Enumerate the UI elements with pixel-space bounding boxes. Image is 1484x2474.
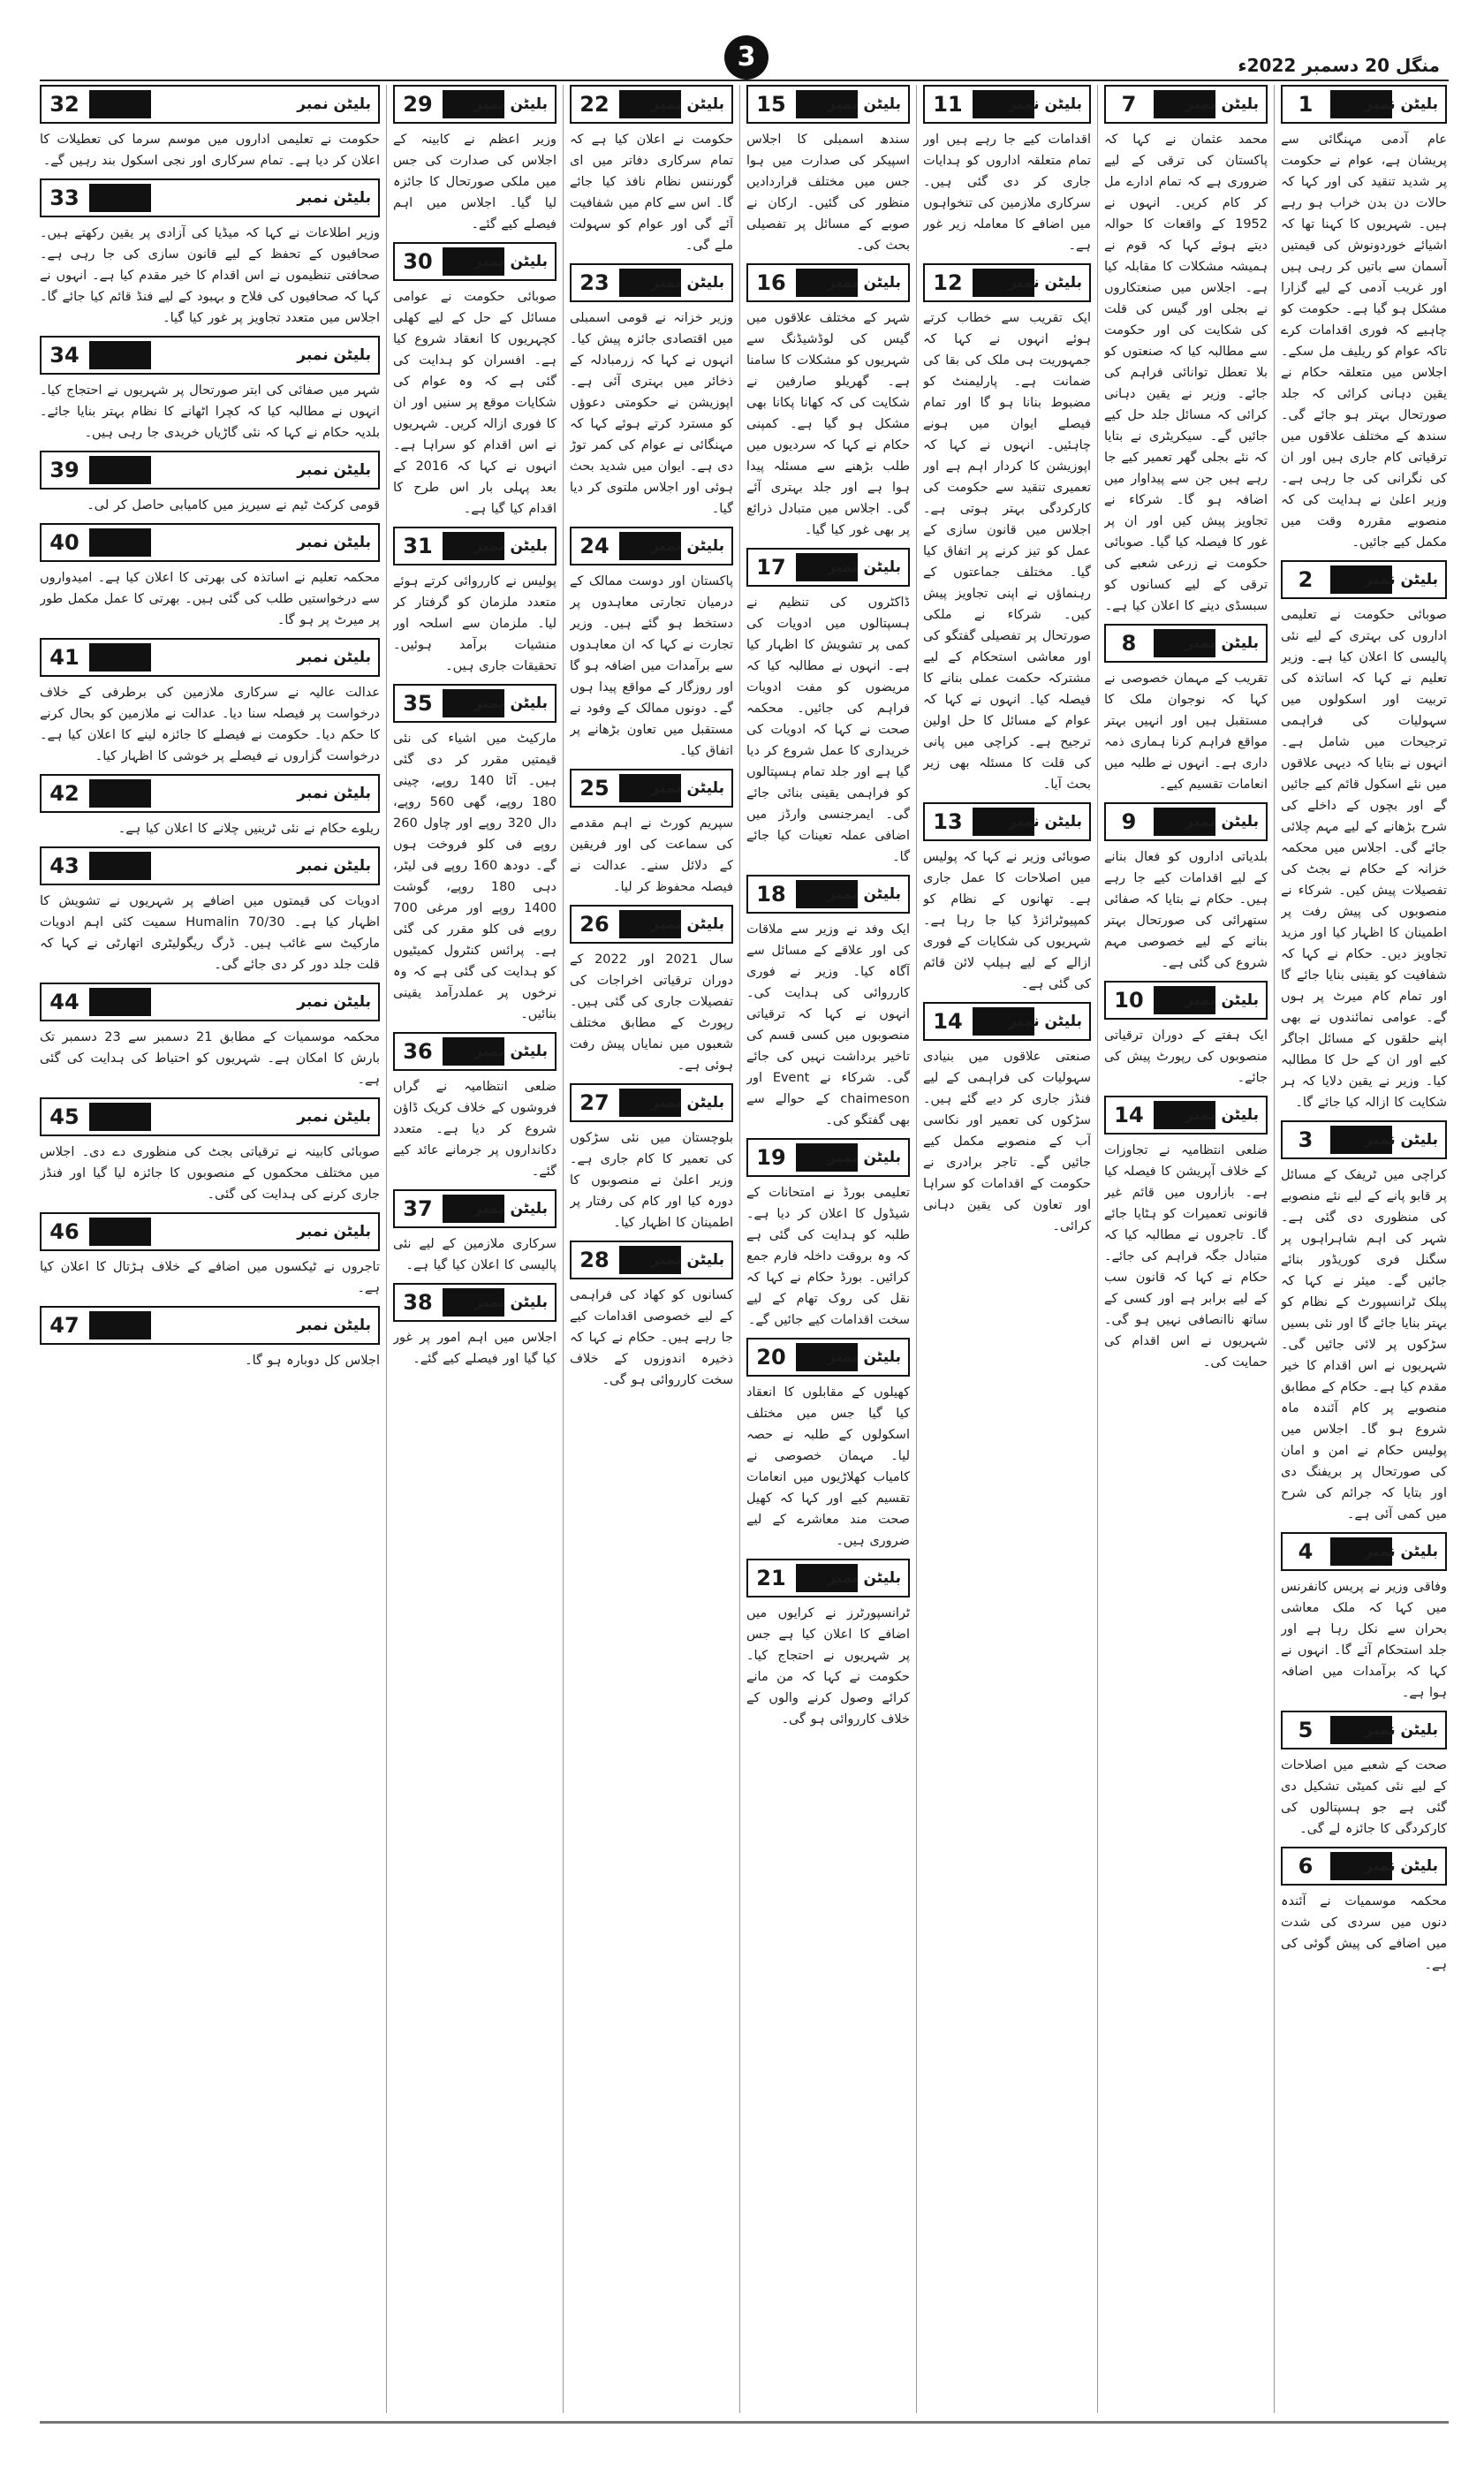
bulletin-number: 17 xyxy=(756,555,786,580)
bulletin-number: 13 xyxy=(933,809,963,834)
bulletin-block xyxy=(393,1283,556,1370)
bulletin-label: بلیٹن نمبر xyxy=(650,779,724,797)
bulletin-header xyxy=(40,1097,380,1136)
bulletin-header xyxy=(393,85,556,124)
bulletin-label: بلیٹن نمبر xyxy=(473,537,548,555)
bulletin-header xyxy=(40,336,380,375)
bulletin-label: بلیٹن نمبر xyxy=(297,649,371,666)
bulletin-label: بلیٹن نمبر xyxy=(827,1149,901,1166)
bulletin-block xyxy=(40,1097,380,1205)
bulletin-black-box xyxy=(89,988,151,1016)
bulletin-label: بلیٹن نمبر xyxy=(473,694,548,712)
bulletin-block xyxy=(570,905,733,1076)
bulletin-block xyxy=(40,336,380,444)
bulletin-header xyxy=(40,1306,380,1345)
bulletin-label: بلیٹن نمبر xyxy=(827,558,901,576)
page-number: 3 xyxy=(724,35,768,80)
bulletin-black-box xyxy=(89,1218,151,1246)
bulletin-header xyxy=(1281,560,1447,599)
bulletin-text: تعلیمی بورڈ نے امتحانات کے شیڈول کا اعلان کر دیا ہے۔ طلبہ کو ہدایت کی گئی ہے کہ وہ بروقت داخلہ فارم جمع کرائیں۔ بورڈ حکام نے کہا کہ نقل کی روک تھام کے لیے سخت اقدامات کیے جائیں گے۔ xyxy=(746,1186,910,1327)
bulletin-number: 10 xyxy=(1114,988,1144,1013)
news-column-5 xyxy=(570,85,733,2413)
bulletin-text: محکمہ موسمیات کے مطابق 21 دسمبر سے 23 دسمبر تک بارش کا امکان ہے۔ شہریوں کو احتیاط کی ہدایت کی گئی ہے۔ xyxy=(40,1030,380,1087)
bulletin-block xyxy=(40,1212,380,1299)
bulletin-label: بلیٹن نمبر xyxy=(650,1251,724,1269)
bulletin-label: بلیٹن نمبر xyxy=(1185,634,1259,652)
bulletin-label: بلیٹن نمبر xyxy=(1008,813,1082,831)
bulletin-label: بلیٹن نمبر xyxy=(1364,1721,1438,1739)
bulletin-label: بلیٹن نمبر xyxy=(827,274,901,292)
bulletin-header xyxy=(1281,1847,1447,1886)
bulletin-header xyxy=(746,1559,910,1597)
bulletin-header xyxy=(923,263,1091,302)
bulletin-text: ڈاکٹروں کی تنظیم نے ہسپتالوں میں ادویات کی کمی پر تشویش کا اظہار کیا ہے۔ انہوں نے مطالبہ کیا کہ مریضوں کو مفت ادویات فراہم کی جائیں۔ محکمہ صحت نے کہا کہ ادویات کی خریداری کا عمل شروع کر دیا گیا ہے اور جلد تمام ہسپتالوں کو فراہمی یقینی بنائی جائے گی۔ ایمرجنسی وارڈز میں اضافی عملہ تعینات کیا جائے گا۔ xyxy=(746,596,910,864)
bulletin-text: صوبائی حکومت نے تعلیمی اداروں کی بہتری کے لیے نئی پالیسی کا اعلان کیا ہے۔ وزیر تعلیم نے کہا کہ اساتذہ کی تربیت اور اسکولوں میں سہولیات کی فراہمی ترجیحات میں شامل ہے۔ انہوں نے بتایا کہ دیہی علاقوں میں نئے اسکول قائم کیے جائیں گے اور بچوں کے داخلے کی شرح بڑھانے کے لیے مہم چلائی جائے گی۔ اجلاس میں محکمہ خزانہ کے حکام نے بجٹ کی تفصیلات پیش کیں۔ شرکاء نے منصوبوں کی پیش رفت پر اطمینان کا اظہار کیا اور مزید تجاویز دیں۔ حکام نے کہا کہ شفافیت کو یقینی بنایا جائے گا اور تمام کام میرٹ پر ہوں گے۔ عوامی نمائندوں نے بھی اپنے حلقوں کے مسائل اجاگر کیے اور ان کے حل کا مطالبہ کیا۔ وزیر نے یقین دلایا کہ ہر شکایت کا ازالہ کیا جائے گا۔ xyxy=(1281,608,1447,1110)
bulletin-number: 39 xyxy=(49,458,80,482)
bulletin-header xyxy=(746,1138,910,1177)
bulletin-block xyxy=(1104,802,1268,974)
bulletin-block xyxy=(746,548,910,868)
bulletin-text: ایک ہفتے کے دوران ترقیاتی منصوبوں کی رپورٹ پیش کی جائے۔ xyxy=(1104,1028,1268,1085)
bulletin-number: 29 xyxy=(403,92,433,117)
bulletin-block xyxy=(570,527,733,762)
bulletin-text: سرکاری ملازمین کے لیے نئی پالیسی کا اعلان کیا گیا ہے۔ xyxy=(393,1237,556,1272)
bulletin-block xyxy=(393,1189,556,1276)
bulletin-text: قومی کرکٹ ٹیم نے سیریز میں کامیابی حاصل کر لی۔ xyxy=(87,498,380,512)
bulletin-text: عام آدمی مہنگائی سے پریشان ہے، عوام نے حکومت پر شدید تنقید کی اور کہا کہ حالات دن بدن خراب ہو رہے ہیں۔ شہریوں کا کہنا تھا کہ اشیائے خوردونوش کی قیمتیں آسمان سے باتیں کر رہی ہیں اور غریب آدمی کے لیے گزارا مشکل ہو گیا ہے۔ حکومت کو چاہیے کہ فوری اقدامات کرے تاکہ عوام کو ریلیف مل سکے۔ اجلاس میں متعلقہ حکام نے یقین دہانی کرائی کہ جلد صورتحال بہتر ہو جائے گی۔ سندھ کے مختلف علاقوں میں ترقیاتی کام جاری ہیں اور ان کی نگرانی کی جا رہی ہے۔ وزیر اعلیٰ نے ہدایت کی کہ منصوبے مقررہ وقت میں مکمل کیے جائیں۔ xyxy=(1281,133,1447,550)
bulletin-label: بلیٹن نمبر xyxy=(297,1223,371,1241)
bulletin-black-box xyxy=(89,90,151,118)
bulletin-text: صوبائی وزیر نے کہا کہ پولیس میں اصلاحات کا عمل جاری ہے۔ تھانوں کے نظام کو کمپیوٹرائزڈ کیا جا رہا ہے۔ شہریوں کی شکایات کے فوری ازالے کے لیے ہیلپ لائن قائم کی گئی ہے۔ xyxy=(923,850,1091,991)
bulletin-label: بلیٹن نمبر xyxy=(297,1317,371,1334)
bulletin-block xyxy=(1281,85,1447,553)
bulletin-block xyxy=(570,769,733,898)
bulletin-text: محکمہ موسمیات نے آئندہ دنوں میں سردی کی شدت میں اضافے کی پیش گوئی کی ہے۔ xyxy=(1281,1894,1447,1972)
bulletin-text: صحت کے شعبے میں اصلاحات کے لیے نئی کمیٹی تشکیل دی گئی ہے جو ہسپتالوں کی کارکردگی کا جائزہ لے گی۔ xyxy=(1281,1758,1447,1836)
bulletin-text: بلدیاتی اداروں کو فعال بنانے کے لیے اقدامات کیے جا رہے ہیں۔ حکام نے بتایا کہ صفائی ستھرائی کی صورتحال بہتر بنانے کے لیے خصوصی مہم شروع کی گئی ہے۔ xyxy=(1104,850,1268,970)
bulletin-block xyxy=(40,178,380,329)
bulletin-text: شہر میں صفائی کی ابتر صورتحال پر شہریوں نے احتجاج کیا۔ انہوں نے مطالبہ کیا کہ کچرا اٹھانے کا نظام بہتر بنایا جائے۔ بلدیہ حکام نے کہا کہ نئی گاڑیاں خریدی جا رہی ہیں۔ xyxy=(40,383,380,440)
bulletin-text: وزیر اطلاعات نے کہا کہ میڈیا کی آزادی پر یقین رکھتے ہیں۔ صحافیوں کے تحفظ کے لیے قانون سازی کی جا رہی ہے۔ صحافتی تنظیموں نے اس اقدام کا خیر مقدم کیا ہے۔ انہوں نے کہا کہ صحافیوں کی فلاح و بہبود کے لیے فنڈ قائم کیا جائے گا۔ اجلاس میں متعدد تجاویز پر غور کیا گیا۔ xyxy=(40,226,380,325)
bulletin-text: اقدامات کیے جا رہے ہیں اور تمام متعلقہ اداروں کو ہدایات جاری کر دی گئی ہیں۔ سرکاری ملازمین کی تنخواہوں میں اضافے کا معاملہ زیر غور ہے۔ xyxy=(923,133,1091,253)
bulletin-number: 1 xyxy=(1298,92,1314,117)
bulletin-label: بلیٹن نمبر xyxy=(297,461,371,479)
bulletin-number: 44 xyxy=(49,990,80,1014)
column-divider xyxy=(1274,85,1275,2413)
bulletin-header xyxy=(570,905,733,944)
bulletin-header xyxy=(1104,981,1268,1020)
bulletin-label: بلیٹن نمبر xyxy=(1364,1857,1438,1875)
bulletin-label: بلیٹن نمبر xyxy=(650,274,724,292)
bulletin-number: 12 xyxy=(933,270,963,295)
bulletin-block xyxy=(1104,1096,1268,1373)
bulletin-label: بلیٹن نمبر xyxy=(473,253,548,270)
bulletin-label: بلیٹن نمبر xyxy=(650,537,724,555)
bulletin-header xyxy=(40,983,380,1021)
bulletin-number: 4 xyxy=(1298,1539,1314,1564)
bulletin-label: بلیٹن نمبر xyxy=(1185,813,1259,831)
news-column-7 xyxy=(40,85,380,2413)
bulletin-text: ایک وفد نے وزیر سے ملاقات کی اور علاقے کے مسائل سے آگاہ کیا۔ وزیر نے فوری کارروائی کی ہدایت کی۔ انہوں نے کہا کہ ترقیاتی منصوبوں میں کسی قسم کی تاخیر برداشت نہیں کی جائے گی۔ شرکاء نے Event اور chaimeson کے حوالے سے بھی گفتگو کی۔ xyxy=(746,922,910,1127)
column-divider xyxy=(563,85,564,2413)
bulletin-header xyxy=(40,451,380,489)
bulletin-label: بلیٹن نمبر xyxy=(297,1108,371,1126)
bulletin-black-box xyxy=(89,341,151,369)
bulletin-label: بلیٹن نمبر xyxy=(297,95,371,113)
bulletin-text: ٹرانسپورٹرز نے کرایوں میں اضافے کا اعلان کیا ہے جس پر شہریوں نے احتجاج کیا۔ حکومت نے کہا کہ من مانے کرائے وصول کرنے والوں کے خلاف کارروائی ہو گی۔ xyxy=(746,1606,910,1726)
bulletin-header xyxy=(393,242,556,281)
bulletin-number: 37 xyxy=(403,1196,433,1221)
bulletin-block xyxy=(1281,560,1447,1113)
bulletin-block xyxy=(746,1559,910,1730)
bulletin-block xyxy=(570,1083,733,1233)
bulletin-header xyxy=(1281,1120,1447,1159)
bulletin-block xyxy=(40,983,380,1090)
bulletin-text: وفاقی وزیر نے پریس کانفرنس میں کہا کہ ملک معاشی بحران سے نکل رہا ہے اور جلد استحکام آئے گا۔ انہوں نے کہا کہ برآمدات میں اضافہ ہوا ہے۔ xyxy=(1281,1580,1447,1700)
bulletin-header xyxy=(746,1338,910,1377)
bulletin-number: 33 xyxy=(49,186,80,210)
bulletin-header xyxy=(570,263,733,302)
bulletin-label: بلیٹن نمبر xyxy=(827,1348,901,1366)
bulletin-block xyxy=(393,242,556,520)
bulletin-header xyxy=(570,1083,733,1122)
bulletin-block xyxy=(393,527,556,677)
bulletin-label: بلیٹن نمبر xyxy=(297,189,371,207)
bulletin-black-box xyxy=(89,1311,151,1339)
bulletin-number: 21 xyxy=(756,1566,786,1590)
bulletin-label: بلیٹن نمبر xyxy=(1008,274,1082,292)
bulletin-number: 16 xyxy=(756,270,786,295)
bulletin-header xyxy=(746,875,910,914)
bulletin-number: 14 xyxy=(1114,1103,1144,1127)
bulletin-black-box xyxy=(89,852,151,880)
bulletin-number: 11 xyxy=(933,92,963,117)
bulletin-block xyxy=(1104,624,1268,795)
bulletin-number: 31 xyxy=(403,534,433,558)
bulletin-number: 24 xyxy=(579,534,610,558)
bulletin-number: 19 xyxy=(756,1145,786,1170)
bulletin-text: سال 2021 اور 2022 کے دوران ترقیاتی اخراجات کی تفصیلات جاری کی گئی ہیں۔ رپورٹ کے مطابق مختلف شعبوں میں نمایاں پیش رفت ہوئی ہے۔ xyxy=(570,952,733,1073)
bulletin-number: 27 xyxy=(579,1090,610,1115)
bulletin-text: تقریب کے مہمان خصوصی نے کہا کہ نوجوان ملک کا مستقبل ہیں اور انہیں بہتر مواقع فراہم کرنا ہماری ذمہ داری ہے۔ انہوں نے طلبہ میں انعامات تقسیم کیے۔ xyxy=(1104,672,1268,792)
bulletin-number: 23 xyxy=(579,270,610,295)
bulletin-label: بلیٹن نمبر xyxy=(1364,95,1438,113)
bulletin-label: بلیٹن نمبر xyxy=(297,534,371,551)
bulletin-block xyxy=(40,774,380,839)
bulletin-black-box xyxy=(89,456,151,484)
bulletin-number: 32 xyxy=(49,92,80,117)
bulletin-header xyxy=(1104,624,1268,663)
bulletin-label: بلیٹن نمبر xyxy=(297,346,371,364)
bulletin-header xyxy=(746,548,910,587)
bulletin-label: بلیٹن نمبر xyxy=(473,1294,548,1311)
bulletin-label: بلیٹن نمبر xyxy=(650,1094,724,1112)
bulletin-block xyxy=(923,802,1091,995)
bulletin-header xyxy=(40,1212,380,1251)
bulletin-number: 25 xyxy=(579,776,610,801)
bulletin-text: وزیر خزانہ نے قومی اسمبلی میں اقتصادی جائزہ پیش کیا۔ انہوں نے کہا کہ زرمبادلہ کے ذخائر میں بہتری آئی ہے۔ اپوزیشن نے حکومتی دعوؤں کو مسترد کرتے ہوئے کہا کہ مہنگائی نے عوام کی کمر توڑ دی ہے۔ ایوان میں شدید بحث ہوئی اور اجلاس ملتوی کر دیا گیا۔ xyxy=(570,311,733,516)
bulletin-label: بلیٹن نمبر xyxy=(473,1200,548,1218)
bulletin-label: بلیٹن نمبر xyxy=(1008,1013,1082,1030)
bulletin-text: ضلعی انتظامیہ نے تجاوزات کے خلاف آپریشن کا فیصلہ کیا ہے۔ بازاروں میں قائم غیر قانونی تعمیرات کو ہٹایا جائے گا۔ تاجروں نے مطالبہ کیا کہ متبادل جگہ فراہم کی جائے۔ حکام نے کہا کہ قانون سب کے لیے برابر ہے اور کسی کے ساتھ ناانصافی نہیں ہو گی۔ شہریوں نے اس اقدام کی حمایت کی۔ xyxy=(1104,1143,1268,1370)
bulletin-header xyxy=(746,85,910,124)
bulletin-number: 38 xyxy=(403,1290,433,1315)
bulletin-block xyxy=(1281,1847,1447,1976)
bulletin-text: ایک تقریب سے خطاب کرتے ہوئے انہوں نے کہا کہ جمہوریت ہی ملک کی بقا کی ضمانت ہے۔ پارلیمنٹ کو مضبوط بنانا ہو گا اور تمام فیصلے ایوان میں ہونے چاہئیں۔ انہوں نے کہا کہ اپوزیشن کا کردار اہم ہے اور تعمیری تنقید سے حکومت کی کارکردگی بہتر ہوتی ہے۔ اجلاس میں قانون سازی کے عمل کو تیز کرنے پر اتفاق کیا گیا۔ مختلف جماعتوں کے رہنماؤں نے اپنی تجاویز پیش کیں۔ شرکاء نے ملکی صورتحال پر تفصیلی گفتگو کی اور معاشی استحکام کے لیے مشترکہ حکمت عملی بنانے کا فیصلہ کیا۔ انہوں نے کہا کہ عوام کے مسائل کا حل اولین ترجیح ہے۔ کراچی میں پانی کی قلت کا مسئلہ بھی زیر بحث آیا۔ xyxy=(923,311,1091,792)
bulletin-header xyxy=(923,802,1091,841)
bulletin-label: بلیٹن نمبر xyxy=(473,95,548,113)
news-column-1 xyxy=(1281,85,1447,2413)
bulletin-block xyxy=(923,263,1091,795)
bulletin-header xyxy=(923,85,1091,124)
bulletin-label: بلیٹن نمبر xyxy=(1364,1131,1438,1149)
bulletin-block xyxy=(923,1002,1091,1237)
news-column-3 xyxy=(923,85,1091,2413)
bulletin-block xyxy=(393,85,556,235)
bulletin-header xyxy=(393,527,556,565)
bulletin-number: 43 xyxy=(49,854,80,878)
bulletin-number: 41 xyxy=(49,645,80,670)
bulletin-label: بلیٹن نمبر xyxy=(827,1569,901,1587)
bulletin-number: 22 xyxy=(579,92,610,117)
bulletin-header xyxy=(1281,1532,1447,1571)
bulletin-block xyxy=(40,451,380,516)
bulletin-label: بلیٹن نمبر xyxy=(297,993,371,1011)
column-divider xyxy=(386,85,387,2413)
bulletin-text: سپریم کورٹ نے اہم مقدمے کی سماعت کی اور فریقین کے دلائل سنے۔ عدالت نے فیصلہ محفوظ کر لیا۔ xyxy=(570,816,733,894)
bulletin-block xyxy=(1104,85,1268,617)
bulletin-text: کسانوں کو کھاد کی فراہمی کے لیے خصوصی اقدامات کیے جا رہے ہیں۔ حکام نے کہا کہ ذخیرہ اندوزوں کے خلاف سخت کارروائی ہو گی۔ xyxy=(570,1288,733,1387)
bulletin-number: 18 xyxy=(756,882,786,907)
bulletin-number: 8 xyxy=(1121,631,1137,656)
bulletin-header xyxy=(1104,802,1268,841)
bulletin-block xyxy=(570,263,733,520)
news-column-2 xyxy=(1104,85,1268,2413)
bulletin-label: بلیٹن نمبر xyxy=(1364,571,1438,588)
bulletin-text: بلوچستان میں نئی سڑکوں کی تعمیر کا کام جاری ہے۔ وزیر اعلیٰ نے منصوبوں کا دورہ کیا اور کام کی رفتار پر اطمینان کا اظہار کیا۔ xyxy=(570,1131,733,1230)
bulletin-text: صوبائی کابینہ نے ترقیاتی بجٹ کی منظوری دے دی۔ اجلاس میں مختلف محکموں کے منصوبوں کا جائزہ لیا گیا اور فنڈز جاری کرنے کی ہدایت کی گئی۔ xyxy=(40,1145,380,1202)
bulletin-label: بلیٹن نمبر xyxy=(827,885,901,903)
bulletin-black-box xyxy=(89,1103,151,1131)
bulletin-header xyxy=(40,846,380,885)
bulletin-header xyxy=(393,1032,556,1071)
bulletin-label: بلیٹن نمبر xyxy=(1364,1543,1438,1560)
bulletin-number: 28 xyxy=(579,1248,610,1272)
bulletin-block xyxy=(746,875,910,1131)
bulletin-text: پاکستان اور دوست ممالک کے درمیان تجارتی معاہدوں پر دستخط ہو گئے ہیں۔ وزیر تجارت نے کہا کہ ان معاہدوں سے برآمدات میں اضافہ ہو گا اور روزگار کے مواقع پیدا ہوں گے۔ دونوں ممالک کے وفود نے مستقبل میں تعاون بڑھانے پر اتفاق کیا۔ xyxy=(570,574,733,758)
bulletin-black-box xyxy=(89,779,151,808)
bulletin-block xyxy=(746,1338,910,1552)
bulletin-text: سندھ اسمبلی کا اجلاس اسپیکر کی صدارت میں ہوا جس میں مختلف قراردادیں منظور کی گئیں۔ ارکان نے صوبے کے مسائل پر تفصیلی بحث کی۔ xyxy=(746,133,910,253)
bulletin-block xyxy=(570,1241,733,1391)
column-divider xyxy=(916,85,917,2413)
bulletin-header xyxy=(1104,1096,1268,1135)
bulletin-header xyxy=(1104,85,1268,124)
bulletin-block xyxy=(1281,1711,1447,1840)
bulletin-number: 40 xyxy=(49,530,80,555)
bulletin-number: 3 xyxy=(1298,1127,1314,1152)
issue-date: منگل 20 دسمبر 2022ء xyxy=(1238,55,1440,76)
bulletin-label: بلیٹن نمبر xyxy=(1008,95,1082,113)
bulletin-block xyxy=(923,85,1091,256)
bulletin-header xyxy=(570,527,733,565)
bulletin-black-box xyxy=(89,528,151,557)
bulletin-block xyxy=(40,85,380,171)
bulletin-block xyxy=(393,1032,556,1182)
bulletin-block xyxy=(1281,1120,1447,1525)
news-column-4 xyxy=(746,85,910,2413)
bulletin-black-box xyxy=(89,184,151,212)
bulletin-block xyxy=(393,684,556,1025)
bulletin-number: 15 xyxy=(756,92,786,117)
bulletin-block xyxy=(40,638,380,767)
bulletin-number: 26 xyxy=(579,912,610,937)
bulletin-label: بلیٹن نمبر xyxy=(650,915,724,933)
bulletin-text: صوبائی حکومت نے عوامی مسائل کے حل کے لیے کھلی کچہریوں کا انعقاد شروع کیا ہے۔ افسران کو ہدایت کی گئی ہے کہ وہ عوام کی شکایات موقع پر سنیں اور ان کا فوری ازالہ کریں۔ شہریوں نے اس اقدام کو سراہا ہے۔ انہوں نے کہا کہ 2016 کے بعد پہلی بار اس طرح کا اقدام کیا گیا ہے۔ xyxy=(393,290,556,516)
bulletin-text: تاجروں نے ٹیکسوں میں اضافے کے خلاف ہڑتال کا اعلان کیا ہے۔ xyxy=(40,1260,380,1295)
bulletin-block xyxy=(40,523,380,631)
bulletin-block xyxy=(570,85,733,256)
bulletin-header xyxy=(570,1241,733,1279)
bulletin-text: اجلاس کل دوبارہ ہو گا۔ xyxy=(245,1354,380,1368)
bulletin-number: 35 xyxy=(403,691,433,716)
bulletin-label: بلیٹن نمبر xyxy=(1185,95,1259,113)
bulletin-number: 2 xyxy=(1298,567,1314,592)
bulletin-label: بلیٹن نمبر xyxy=(650,95,724,113)
bulletin-number: 30 xyxy=(403,249,433,274)
bulletin-text: محمد عثمان نے کہا کہ پاکستان کی ترقی کے لیے ضروری ہے کہ تمام ادارے مل کر کام کریں۔ انہوں نے 1952 کے واقعات کا حوالہ دیتے ہوئے کہا کہ قوم نے ہمیشہ مشکلات کا مقابلہ کیا ہے۔ اجلاس میں صنعتکاروں نے بجلی اور گیس کی قلت کی شکایت کی اور حکومت سے مطالبہ کیا کہ صنعتوں کو بلا تعطل توانائی فراہم کی جائے۔ وزیر نے یقین دہانی کرائی کہ مسائل جلد حل کیے جائیں گے۔ سیکریٹری نے بتایا کہ نئے بجلی گھر تعمیر کیے جا رہے ہیں جن سے پیداوار میں اضافہ ہو گا۔ شرکاء نے تجاویز پیش کیں اور ان پر غور کا فیصلہ کیا گیا۔ صوبائی حکومت نے زرعی شعبے کی ترقی کے لیے کسانوں کو سبسڈی دینے کا اعلان کیا ہے۔ xyxy=(1104,133,1268,613)
bulletin-number: 46 xyxy=(49,1219,80,1244)
bulletin-header xyxy=(40,523,380,562)
column-divider xyxy=(1097,85,1098,2413)
column-divider xyxy=(739,85,740,2413)
bulletin-number: 36 xyxy=(403,1039,433,1064)
bulletin-text: ضلعی انتظامیہ نے گراں فروشوں کے خلاف کریک ڈاؤن شروع کر دیا ہے۔ متعدد دکانداروں پر جرمانے عائد کیے گئے۔ xyxy=(393,1080,556,1179)
footer-rule xyxy=(40,2421,1449,2424)
bulletin-number: 42 xyxy=(49,781,80,806)
bulletin-text: شہر کے مختلف علاقوں میں گیس کی لوڈشیڈنگ سے شہریوں کو مشکلات کا سامنا ہے۔ گھریلو صارفین نے شکایت کی کہ کھانا پکانا بھی مشکل ہو گیا ہے۔ کمپنی حکام نے کہا کہ سردیوں میں طلب بڑھنے سے مسئلہ پیدا ہوا ہے اور جلد بہتری آئے گی۔ اجلاس میں متبادل ذرائع پر بھی غور کیا گیا۔ xyxy=(746,311,910,537)
bulletin-text: کراچی میں ٹریفک کے مسائل پر قابو پانے کے لیے نئے منصوبے کی منظوری دی گئی ہے۔ شہر کی اہم شاہراہوں پر سگنل فری کوریڈور بنائے جائیں گے۔ میئر نے کہا کہ پبلک ٹرانسپورٹ کے نظام کو بہتر بنایا جائے گا اور نئی بسیں سڑکوں پر لائی جائیں گی۔ شہریوں نے اس اقدام کا خیر مقدم کیا ہے۔ حکام کے مطابق منصوبے پر کام آئندہ ماہ شروع ہو گا۔ اجلاس میں پولیس حکام نے امن و امان کی صورتحال پر بریفنگ دی اور بتایا کہ جرائم کی شرح میں کمی آئی ہے۔ xyxy=(1281,1168,1447,1522)
bulletin-header xyxy=(40,774,380,813)
bulletin-block xyxy=(746,263,910,541)
bulletin-number: 6 xyxy=(1298,1854,1314,1878)
bulletin-label: بلیٹن نمبر xyxy=(297,857,371,875)
bulletin-number: 47 xyxy=(49,1313,80,1338)
bulletin-text: اجلاس میں اہم امور پر غور کیا گیا اور فیصلے کیے گئے۔ xyxy=(393,1331,556,1366)
bulletin-block xyxy=(40,846,380,975)
bulletin-number: 34 xyxy=(49,343,80,368)
bulletin-block xyxy=(1281,1532,1447,1704)
bulletin-header xyxy=(1281,1711,1447,1749)
bulletin-header xyxy=(40,85,380,124)
bulletin-number: 9 xyxy=(1121,809,1137,834)
bulletin-text: کھیلوں کے مقابلوں کا انعقاد کیا گیا جس میں مختلف اسکولوں کے طلبہ نے حصہ لیا۔ مہمان خصوصی نے کامیاب کھلاڑیوں میں انعامات تقسیم کیے اور کہا کہ کھیل صحت مند معاشرے کے لیے ضروری ہیں۔ xyxy=(746,1385,910,1548)
bulletin-block xyxy=(1104,981,1268,1089)
bulletin-text: ریلوے حکام نے نئی ٹرینیں چلانے کا اعلان کیا ہے۔ xyxy=(117,822,380,836)
bulletin-text: حکومت نے تعلیمی اداروں میں موسم سرما کی تعطیلات کا اعلان کر دیا ہے۔ تمام سرکاری اور نجی اسکول بند رہیں گے۔ xyxy=(40,133,380,168)
bulletin-block xyxy=(746,1138,910,1331)
bulletin-header xyxy=(393,684,556,723)
bulletin-header xyxy=(40,638,380,677)
bulletin-block xyxy=(40,1306,380,1371)
bulletin-text: صنعتی علاقوں میں بنیادی سہولیات کی فراہمی کے لیے فنڈز جاری کر دیے گئے ہیں۔ سڑکوں کی تعمیر اور نکاسی آب کے منصوبے مکمل کیے جائیں گے۔ تاجر برادری نے حکومت کے اقدامات کو سراہا اور تعاون کی یقین دہانی کرائی۔ xyxy=(923,1050,1091,1233)
bulletin-number: 7 xyxy=(1121,92,1137,117)
bulletin-block xyxy=(746,85,910,256)
bulletin-text: مارکیٹ میں اشیاء کی نئی قیمتیں مقرر کر دی گئی ہیں۔ آٹا 140 روپے، چینی 180 روپے، گھی 560 روپے، دال 320 روپے اور چاول 260 روپے فی کلو فروخت ہوں گے۔ دودھ 160 روپے فی لیٹر، دہی 180 روپے، گوشت 1400 روپے اور مرغی 700 روپے فی کلو مقرر کی گئی ہے۔ پرائس کنٹرول کمیٹیوں کو ہدایت کی گئی ہے کہ وہ نرخوں پر عملدرآمد یقینی بنائیں۔ xyxy=(393,732,556,1021)
bulletin-text: وزیر اعظم نے کابینہ کے اجلاس کی صدارت کی جس میں ملکی صورتحال کا جائزہ لیا گیا۔ اجلاس میں اہم فیصلے کیے گئے۔ xyxy=(393,133,556,231)
page-header xyxy=(0,0,1484,80)
bulletin-text: محکمہ تعلیم نے اساتذہ کی بھرتی کا اعلان کیا ہے۔ امیدواروں سے درخواستیں طلب کی گئی ہیں۔ بھرتی کا عمل مکمل طور پر میرٹ پر ہو گا۔ xyxy=(40,571,380,627)
bulletin-label: بلیٹن نمبر xyxy=(1185,1106,1259,1124)
bulletin-number: 14 xyxy=(933,1009,963,1034)
bulletin-text: عدالت عالیہ نے سرکاری ملازمین کی برطرفی کے خلاف درخواست پر فیصلہ سنا دیا۔ عدالت نے ملازمین کو بحال کرنے کا حکم دیا۔ حکومت نے فیصلے کا جائزہ لینے کا اعلان کیا ہے۔ درخواست گزاروں نے فیصلے پر خوشی کا اظہار کیا۔ xyxy=(40,686,380,763)
bulletin-text: حکومت نے اعلان کیا ہے کہ تمام سرکاری دفاتر میں ای گورننس نظام نافذ کیا جائے گا۔ اس سے کام میں شفافیت آئے گی اور عوام کو سہولت ملے گی۔ xyxy=(570,133,733,253)
bulletin-number: 5 xyxy=(1298,1718,1314,1742)
bulletin-header xyxy=(393,1283,556,1322)
bulletin-text: پولیس نے کارروائی کرتے ہوئے متعدد ملزمان کو گرفتار کر لیا۔ ملزمان سے اسلحہ اور منشیات برآمد ہوئیں۔ تحقیقات جاری ہیں۔ xyxy=(393,574,556,673)
bulletin-label: بلیٹن نمبر xyxy=(1185,991,1259,1009)
bulletin-label: بلیٹن نمبر xyxy=(297,785,371,802)
bulletin-label: بلیٹن نمبر xyxy=(827,95,901,113)
bulletin-label: بلیٹن نمبر xyxy=(473,1043,548,1060)
bulletin-header xyxy=(923,1002,1091,1041)
bulletin-header xyxy=(746,263,910,302)
bulletin-header xyxy=(393,1189,556,1228)
bulletin-header xyxy=(570,85,733,124)
bulletin-header xyxy=(1281,85,1447,124)
bulletin-text: ادویات کی قیمتوں میں اضافے پر شہریوں نے تشویش کا اظہار کیا ہے۔ Humalin 70/30 سمیت کئی اہم ادویات مارکیٹ سے غائب ہیں۔ ڈرگ ریگولیٹری اتھارٹی نے کہا کہ قلت جلد دور کر دی جائے گی۔ xyxy=(40,894,380,972)
bulletin-header xyxy=(570,769,733,808)
bulletin-header xyxy=(40,178,380,217)
news-column-6 xyxy=(393,85,556,2413)
bulletin-black-box xyxy=(89,643,151,672)
bulletin-number: 45 xyxy=(49,1104,80,1129)
header-rule xyxy=(40,80,1449,81)
bulletin-number: 20 xyxy=(756,1345,786,1370)
